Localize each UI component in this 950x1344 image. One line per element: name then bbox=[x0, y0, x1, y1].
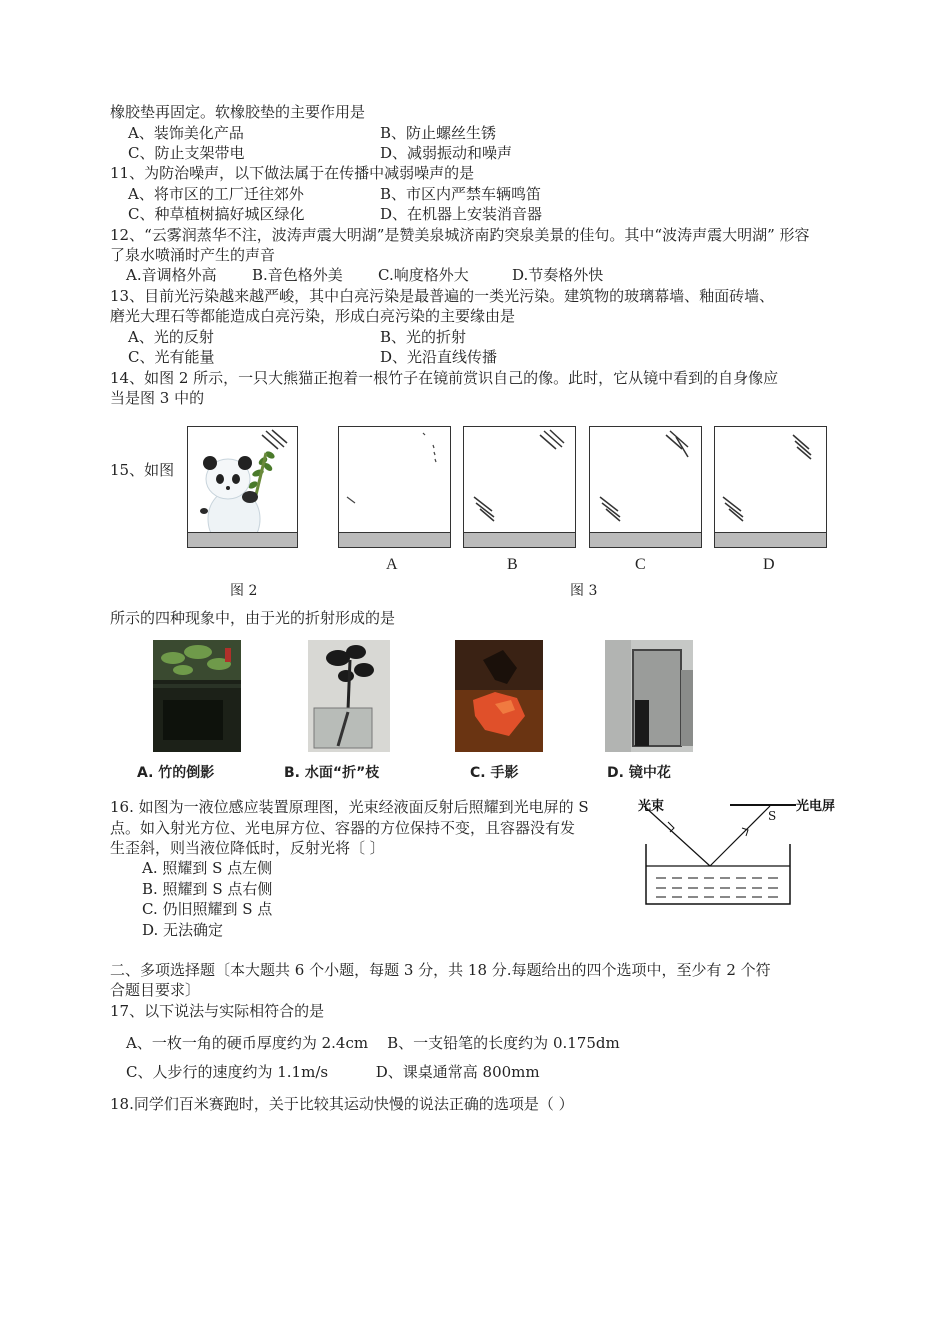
q16-stem-line2: 点。如入射光方位、光电屏方位、容器的方位保持不变，且容器没有发 bbox=[110, 819, 576, 837]
fig3-d-floor bbox=[715, 532, 826, 547]
q10-option-d: D、减弱振动和噪声 bbox=[380, 144, 513, 162]
fig3-label-d: D bbox=[763, 556, 775, 573]
q11-option-a: A、将市区的工厂迁往郊外 bbox=[128, 185, 304, 203]
fig3-label-b: B bbox=[507, 556, 518, 573]
fig3-option-d-frame bbox=[714, 426, 827, 548]
q11-option-d: D、在机器上安装消音器 bbox=[380, 205, 543, 223]
q17-options-cd: C、人步行的速度约为 1.1m/s D、课桌通常高 800mm bbox=[126, 1063, 540, 1081]
q15-stem-head: 15、如图 bbox=[110, 461, 175, 479]
q16-stem-line3: 生歪斜，则当液位降低时，反射光将〔 〕 bbox=[110, 839, 385, 857]
fig3-b-floor bbox=[464, 532, 575, 547]
fig3-d-marks bbox=[715, 427, 825, 535]
q17-stem: 17、以下说法与实际相符合的是 bbox=[110, 1002, 325, 1020]
incident-arrow bbox=[668, 822, 674, 832]
reflected-arrow bbox=[742, 828, 748, 836]
section2-heading-line2: 合题目要求〕 bbox=[110, 981, 201, 999]
q12-option-b: B.音色格外美 bbox=[252, 266, 343, 284]
fig3-option-b-frame bbox=[463, 426, 576, 548]
q13-option-d: D、光沿直线传播 bbox=[380, 348, 498, 366]
q16-option-c: C. 仍旧照耀到 S 点 bbox=[142, 900, 273, 918]
panda-illustration bbox=[188, 427, 296, 546]
section2-heading-line1: 二、多项选择题〔本大题共 6 个小题，每题 3 分，共 18 分.每题给出的四个选项中，至少有 2 个符 bbox=[110, 961, 771, 979]
q13-option-c: C、光有能量 bbox=[128, 348, 215, 366]
reflected-ray bbox=[710, 806, 770, 866]
photo-flower-in-mirror bbox=[605, 640, 693, 752]
photo-bamboo-reflection bbox=[153, 640, 241, 752]
photo-caption-b: B. 水面“折”枝 bbox=[284, 765, 380, 781]
q12-stem-line2: 了泉水喷涌时产生的声音 bbox=[110, 246, 276, 264]
q17-options-ab: A、一枚一角的硬币厚度约为 2.4cm B、一支铅笔的长度约为 0.175dm bbox=[126, 1034, 620, 1052]
q12-option-d: D.节奏格外快 bbox=[512, 266, 604, 284]
screen-label: 光电屏 bbox=[796, 799, 836, 814]
liquid-level-diagram bbox=[630, 792, 850, 912]
q16-option-b: B. 照耀到 S 点右侧 bbox=[142, 880, 273, 898]
photo-hand-shadow bbox=[455, 640, 543, 752]
q12-stem-line1: 12、“云雾润蒸华不注，波涛声震大明湖”是赞美泉城济南趵突泉美景的佳句。其中“波涛声震大明湖” 形容 bbox=[110, 226, 810, 244]
fig2-caption: 图 2 bbox=[230, 583, 258, 599]
photo-caption-a: A. 竹的倒影 bbox=[137, 765, 215, 781]
beam-label: 光束 bbox=[638, 799, 665, 814]
q16-stem-line1: 16. 如图为一液位感应装置原理图，光束经液面反射后照耀到光电屏的 S bbox=[110, 798, 589, 816]
photo-bent-stick-in-water bbox=[308, 640, 390, 752]
fig2-floor bbox=[188, 532, 297, 547]
q16-option-d: D. 无法确定 bbox=[142, 921, 224, 939]
fig2-mirror-frame bbox=[187, 426, 298, 548]
fig3-c-marks bbox=[590, 427, 700, 535]
q13-option-a: A、光的反射 bbox=[128, 328, 214, 346]
fig3-caption: 图 3 bbox=[570, 583, 598, 599]
q11-option-c: C、种草植树搞好城区绿化 bbox=[128, 205, 305, 223]
q14-stem-line2: 当是图 3 中的 bbox=[110, 389, 205, 407]
point-s-label: S bbox=[768, 809, 777, 823]
q14-stem-line1: 14、如图 2 所示，一只大熊猫正抱着一根竹子在镜前赏识自己的像。此时，它从镜中看到的自身像应 bbox=[110, 369, 779, 387]
q12-option-a: A.音调格外高 bbox=[126, 266, 217, 284]
q16-option-a: A. 照耀到 S 点左侧 bbox=[142, 859, 273, 877]
q15-stem-tail: 所示的四种现象中，由于光的折射形成的是 bbox=[110, 609, 396, 627]
q10-option-b: B、防止螺丝生锈 bbox=[380, 124, 497, 142]
fig3-label-c: C bbox=[635, 556, 646, 573]
q10-stem: 橡胶垫再固定。软橡胶垫的主要作用是 bbox=[110, 103, 366, 121]
fig3-a-floor bbox=[339, 532, 450, 547]
fig3-option-a-frame bbox=[338, 426, 451, 548]
q11-stem: 11、为防治噪声，以下做法属于在传播中减弱噪声的是 bbox=[110, 164, 475, 182]
photo-caption-c: C. 手影 bbox=[470, 765, 519, 781]
q11-option-b: B、市区内严禁车辆鸣笛 bbox=[380, 185, 542, 203]
fig3-a-marks bbox=[339, 427, 449, 535]
photo-caption-d: D. 镜中花 bbox=[607, 765, 671, 781]
fig3-option-c-frame bbox=[589, 426, 702, 548]
q18-stem: 18.同学们百米赛跑时，关于比较其运动快慢的说法正确的选项是（ ） bbox=[110, 1095, 574, 1113]
fig3-c-floor bbox=[590, 532, 701, 547]
q10-option-a: A、装饰美化产品 bbox=[128, 124, 244, 142]
incident-ray bbox=[644, 806, 710, 866]
fig3-b-marks bbox=[464, 427, 574, 535]
q13-stem-line2: 磨光大理石等都能造成白亮污染，形成白亮污染的主要缘由是 bbox=[110, 307, 516, 325]
q13-stem-line1: 13、目前光污染越来越严峻，其中白亮污染是最普遍的一类光污染。建筑物的玻璃幕墙、釉面砖墙、 bbox=[110, 287, 775, 305]
q13-option-b: B、光的折射 bbox=[380, 328, 467, 346]
fig3-label-a: A bbox=[386, 556, 398, 573]
q12-option-c: C.响度格外大 bbox=[378, 266, 469, 284]
q10-option-c: C、防止支架带电 bbox=[128, 144, 245, 162]
container bbox=[646, 844, 790, 904]
